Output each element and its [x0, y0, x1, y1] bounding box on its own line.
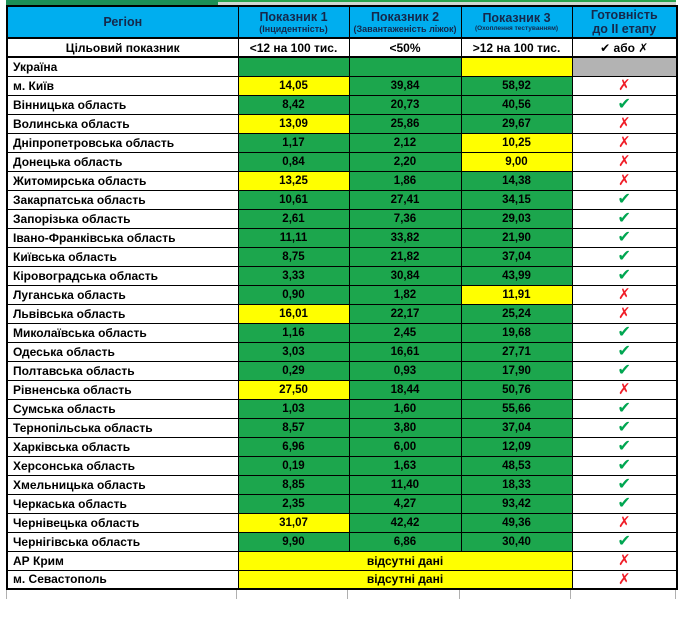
check-icon: ✔ — [617, 532, 631, 550]
top-edge-strip — [6, 0, 676, 5]
no-data-cell: відсутні дані — [238, 551, 572, 570]
indicator3-cell: 50,76 — [461, 380, 572, 399]
table-row — [7, 247, 677, 266]
region-name: Одеська область — [7, 342, 238, 361]
readiness-title-line1: Готовність — [590, 8, 658, 22]
region-name: Чернігівська область — [7, 532, 238, 551]
target-row — [7, 38, 677, 57]
table-row — [7, 513, 677, 532]
indicator3-cell: 18,33 — [461, 475, 572, 494]
target-indicator2: <50% — [349, 38, 461, 57]
table-row — [7, 152, 677, 171]
indicator2-cell: 7,36 — [349, 209, 461, 228]
status-cell — [572, 342, 677, 361]
gridline-stub — [348, 590, 460, 599]
indicator1-cell: 1,03 — [238, 399, 349, 418]
indicator1-cell: 10,61 — [238, 190, 349, 209]
table-row — [7, 76, 677, 95]
indicator3-cell: 29,67 — [461, 114, 572, 133]
region-name: Сумська область — [7, 399, 238, 418]
indicator1-cell: 1,17 — [238, 133, 349, 152]
indicator1-title: Показник 1 — [259, 10, 328, 24]
indicator3-cell: 34,15 — [461, 190, 572, 209]
check-icon: ✔ — [617, 266, 631, 284]
table-row — [7, 114, 677, 133]
indicator1-cell: 14,05 — [238, 76, 349, 95]
indicator2-cell: 22,17 — [349, 304, 461, 323]
no-data-cell: відсутні дані — [238, 570, 572, 589]
table-row — [7, 266, 677, 285]
column-header-indicator2 — [349, 6, 461, 38]
indicator3-cell: 25,24 — [461, 304, 572, 323]
indicator1-cell: 3,03 — [238, 342, 349, 361]
table-row — [7, 570, 677, 589]
status-cell — [572, 247, 677, 266]
table-row — [7, 133, 677, 152]
indicator3-cell: 40,56 — [461, 95, 572, 114]
region-name: Чернівецька область — [7, 513, 238, 532]
region-header-label: Регіон — [103, 15, 143, 29]
region-name: Вінницька область — [7, 95, 238, 114]
cross-icon: ✗ — [617, 153, 631, 170]
region-name: м. Севастополь — [7, 570, 238, 589]
region-name: Луганська область — [7, 285, 238, 304]
indicator1-cell: 9,90 — [238, 532, 349, 551]
indicator1-cell: 0,90 — [238, 285, 349, 304]
region-name: Київська область — [7, 247, 238, 266]
table-row — [7, 418, 677, 437]
status-cell — [572, 171, 677, 190]
region-name: Запорізька область — [7, 209, 238, 228]
indicator2-cell: 4,27 — [349, 494, 461, 513]
indicator2-title: Показник 2 — [370, 10, 440, 24]
status-cell — [572, 494, 677, 513]
indicator1-cell: 8,42 — [238, 95, 349, 114]
indicator1-cell: 0,29 — [238, 361, 349, 380]
status-cell — [572, 228, 677, 247]
indicator1-cell: 8,85 — [238, 475, 349, 494]
status-cell — [572, 57, 677, 76]
column-header-indicator3 — [461, 6, 572, 38]
indicator2-cell: 0,93 — [349, 361, 461, 380]
check-icon: ✔ — [617, 494, 631, 512]
region-name: Волинська область — [7, 114, 238, 133]
indicator2-cell: 33,82 — [349, 228, 461, 247]
cross-icon: ✗ — [617, 570, 631, 588]
indicator3-cell: 93,42 — [461, 494, 572, 513]
check-icon: ✔ — [617, 475, 631, 493]
indicator3-title: Показник 3 — [482, 11, 551, 25]
table-row — [7, 342, 677, 361]
indicator2-cell: 21,82 — [349, 247, 461, 266]
check-icon: ✔ — [617, 228, 631, 246]
status-cell — [572, 418, 677, 437]
check-icon: ✔ — [617, 456, 631, 474]
indicator1-cell: 11,11 — [238, 228, 349, 247]
status-cell — [572, 361, 677, 380]
indicator3-cell: 55,66 — [461, 399, 572, 418]
status-cell — [572, 380, 677, 399]
target-indicator1: <12 на 100 тис. — [238, 38, 349, 57]
table-row — [7, 304, 677, 323]
indicator2-cell: 6,00 — [349, 437, 461, 456]
indicator1-cell: 13,25 — [238, 171, 349, 190]
check-icon: ✔ — [617, 418, 631, 436]
table-row — [7, 285, 677, 304]
column-header-region — [7, 6, 238, 38]
indicator3-cell: 27,71 — [461, 342, 572, 361]
indicator1-cell: 16,01 — [238, 304, 349, 323]
region-name: Черкаська область — [7, 494, 238, 513]
status-cell — [572, 114, 677, 133]
check-icon: ✔ — [617, 399, 631, 417]
indicator1-cell: 0,19 — [238, 456, 349, 475]
gridline-stub — [6, 590, 237, 599]
indicator3-cell: 58,92 — [461, 76, 572, 95]
region-name: Миколаївська область — [7, 323, 238, 342]
indicator3-cell: 48,53 — [461, 456, 572, 475]
partial-next-row-gridlines — [6, 590, 676, 599]
gridline-stub — [460, 590, 571, 599]
check-icon: ✔ — [617, 95, 631, 113]
status-cell — [572, 304, 677, 323]
indicator3-cell: 43,99 — [461, 266, 572, 285]
status-cell — [572, 285, 677, 304]
indicator2-cell: 30,84 — [349, 266, 461, 285]
region-name: Україна — [7, 57, 238, 76]
table-row — [7, 494, 677, 513]
indicator2-subtitle: (Завантаженість ліжок) — [353, 24, 457, 34]
indicator2-cell: 39,84 — [349, 76, 461, 95]
region-name: Хмельницька область — [7, 475, 238, 494]
indicator2-cell: 1,63 — [349, 456, 461, 475]
cross-icon: ✗ — [617, 381, 631, 398]
readiness-table — [6, 5, 678, 590]
column-header-readiness — [572, 6, 677, 38]
status-cell — [572, 513, 677, 532]
readiness-title-line2: до II етапу — [592, 22, 657, 36]
table-row — [7, 551, 677, 570]
indicator3-cell: 21,90 — [461, 228, 572, 247]
indicator3-cell: 29,03 — [461, 209, 572, 228]
indicator3-cell: 14,38 — [461, 171, 572, 190]
indicator3-cell: 19,68 — [461, 323, 572, 342]
indicator3-cell: 9,00 — [461, 152, 572, 171]
status-cell — [572, 76, 677, 95]
indicator1-cell: 31,07 — [238, 513, 349, 532]
indicator3-subtitle: (Охоплення тестуванням) — [474, 25, 559, 32]
indicator1-cell: 1,16 — [238, 323, 349, 342]
table-row — [7, 456, 677, 475]
indicator2-cell: 25,86 — [349, 114, 461, 133]
table-row — [7, 361, 677, 380]
status-cell — [572, 190, 677, 209]
status-cell — [572, 152, 677, 171]
indicator1-cell: 6,96 — [238, 437, 349, 456]
indicator3-cell: 30,40 — [461, 532, 572, 551]
cross-icon: ✗ — [617, 134, 631, 151]
check-icon: ✔ — [617, 209, 631, 227]
indicator1-cell — [238, 57, 349, 76]
check-icon: ✔ — [617, 342, 631, 360]
indicator1-cell: 27,50 — [238, 380, 349, 399]
indicator3-cell: 49,36 — [461, 513, 572, 532]
indicator1-cell: 8,57 — [238, 418, 349, 437]
indicator2-cell: 2,20 — [349, 152, 461, 171]
indicator1-cell: 2,61 — [238, 209, 349, 228]
status-cell — [572, 209, 677, 228]
region-name: Харківська область — [7, 437, 238, 456]
region-name: Херсонська область — [7, 456, 238, 475]
indicator2-cell: 2,45 — [349, 323, 461, 342]
region-name: Рівненська область — [7, 380, 238, 399]
table-row — [7, 437, 677, 456]
indicator2-cell: 1,82 — [349, 285, 461, 304]
status-cell — [572, 551, 677, 570]
status-cell — [572, 323, 677, 342]
indicator3-cell: 37,04 — [461, 418, 572, 437]
table-row — [7, 532, 677, 551]
indicator3-cell: 37,04 — [461, 247, 572, 266]
region-name: Кіровоградська область — [7, 266, 238, 285]
status-cell — [572, 570, 677, 589]
status-cell — [572, 133, 677, 152]
indicator1-cell: 8,75 — [238, 247, 349, 266]
table-row — [7, 399, 677, 418]
indicator1-cell: 0,84 — [238, 152, 349, 171]
region-name: Тернопільська область — [7, 418, 238, 437]
indicator2-cell: 16,61 — [349, 342, 461, 361]
status-cell — [572, 456, 677, 475]
check-icon: ✔ — [617, 361, 631, 379]
status-cell — [572, 437, 677, 456]
header-row — [7, 6, 677, 38]
table-row — [7, 190, 677, 209]
cross-icon: ✗ — [617, 552, 631, 569]
check-icon: ✔ — [617, 437, 631, 455]
region-name: Дніпропетровська область — [7, 133, 238, 152]
cross-icon: ✗ — [617, 514, 631, 531]
region-name: Закарпатська область — [7, 190, 238, 209]
indicator2-cell: 1,60 — [349, 399, 461, 418]
table-row — [7, 95, 677, 114]
region-name: Львівська область — [7, 304, 238, 323]
indicator2-cell: 6,86 — [349, 532, 461, 551]
indicator2-cell: 11,40 — [349, 475, 461, 494]
column-header-indicator1 — [238, 6, 349, 38]
check-icon: ✔ — [617, 190, 631, 208]
cross-icon: ✗ — [617, 172, 631, 189]
target-row-label: Цільовий показник — [7, 38, 238, 57]
table-row — [7, 209, 677, 228]
indicator2-cell: 1,86 — [349, 171, 461, 190]
region-name: Донецька область — [7, 152, 238, 171]
target-status-legend: ✔ або ✗ — [572, 38, 677, 57]
table-row — [7, 323, 677, 342]
indicator3-cell: 17,90 — [461, 361, 572, 380]
indicator2-cell: 27,41 — [349, 190, 461, 209]
ukraine-row — [7, 57, 677, 76]
top-edge-strip-left — [6, 0, 218, 5]
cross-icon: ✗ — [617, 286, 631, 303]
region-name: Івано-Франківська область — [7, 228, 238, 247]
indicator1-cell: 13,09 — [238, 114, 349, 133]
region-name: Полтавська область — [7, 361, 238, 380]
region-name: АР Крим — [7, 551, 238, 570]
status-cell — [572, 95, 677, 114]
status-cell — [572, 266, 677, 285]
status-cell — [572, 475, 677, 494]
status-cell — [572, 532, 677, 551]
gridline-stub — [237, 590, 348, 599]
indicator3-cell: 11,91 — [461, 285, 572, 304]
gridline-stub — [571, 590, 676, 599]
indicator1-cell: 2,35 — [238, 494, 349, 513]
status-cell — [572, 399, 677, 418]
indicator2-cell — [349, 57, 461, 76]
indicator2-cell: 42,42 — [349, 513, 461, 532]
indicator2-cell: 20,73 — [349, 95, 461, 114]
table-row — [7, 475, 677, 494]
table-row — [7, 228, 677, 247]
cross-icon: ✗ — [617, 77, 631, 94]
region-name: Житомирська область — [7, 171, 238, 190]
indicator3-cell: 10,25 — [461, 133, 572, 152]
indicator3-cell — [461, 57, 572, 76]
target-indicator3: >12 на 100 тис. — [461, 38, 572, 57]
indicator1-cell: 3,33 — [238, 266, 349, 285]
check-icon: ✔ — [617, 323, 631, 341]
indicator2-cell: 3,80 — [349, 418, 461, 437]
indicator3-cell: 12,09 — [461, 437, 572, 456]
table-row — [7, 171, 677, 190]
indicator2-cell: 18,44 — [349, 380, 461, 399]
cross-icon: ✗ — [617, 115, 631, 132]
region-name: м. Київ — [7, 76, 238, 95]
check-icon: ✔ — [617, 247, 631, 265]
indicator1-subtitle: (Інцидентність) — [259, 24, 328, 34]
indicator2-cell: 2,12 — [349, 133, 461, 152]
table-row — [7, 380, 677, 399]
cross-icon: ✗ — [617, 305, 631, 322]
